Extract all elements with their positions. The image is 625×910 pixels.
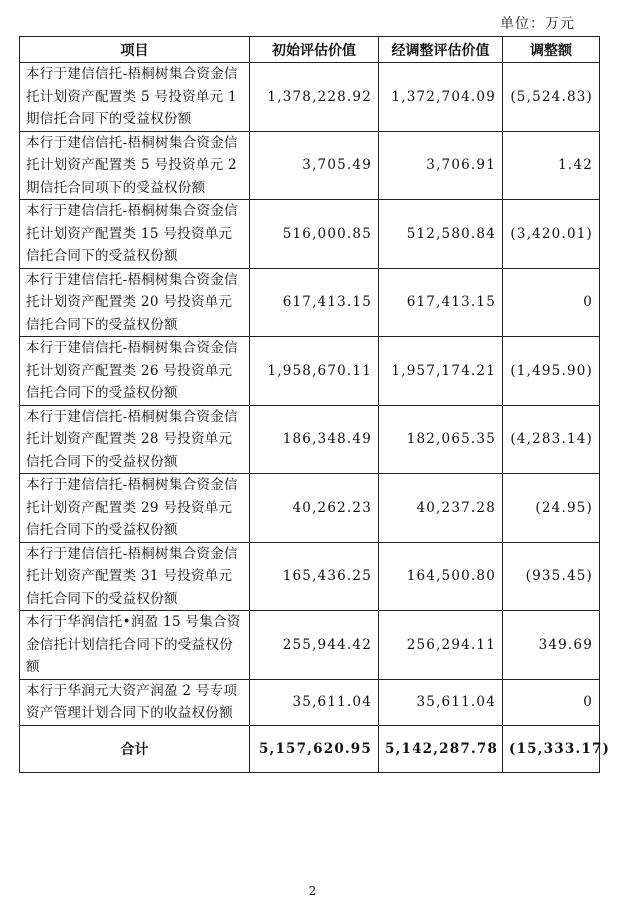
row-item: 本行于建信信托-梧桐树集合资金信托计划资产配置类 29 号投资单元信托合同下的受益权份额 (20, 474, 250, 543)
row-adjustment: 1.42 (503, 131, 600, 200)
row-item: 本行于建信信托-梧桐树集合资金信托计划资产配置类 26 号投资单元信托合同下的受益权份额 (20, 337, 250, 406)
row-adjusted-value: 40,237.28 (379, 474, 503, 543)
header-item: 项目 (20, 37, 250, 63)
row-adjustment: (24.95) (503, 474, 600, 543)
header-initial-value: 初始评估价值 (250, 37, 379, 63)
row-adjustment: (1,495.90) (503, 337, 600, 406)
valuation-table (19, 36, 611, 773)
row-adjusted-value: 164,500.80 (379, 542, 503, 611)
row-item: 本行于建信信托-梧桐树集合资金信托计划资产配置类 28 号投资单元信托合同下的受益权份额 (20, 405, 250, 474)
row-item: 本行于建信信托-梧桐树集合资金信托计划资产配置类 5 号投资单元 2 期信托合同项下的受益权份额 (20, 131, 250, 200)
total-initial-value: 5,157,620.95 (250, 725, 379, 772)
row-item: 本行于建信信托-梧桐树集合资金信托计划资产配置类 15 号投资单元信托合同下的受益权份额 (20, 200, 250, 269)
row-initial-value: 255,944.42 (250, 611, 379, 680)
table-row (20, 474, 600, 543)
table-row (20, 542, 600, 611)
table-row (20, 268, 600, 337)
table-row (20, 200, 600, 269)
total-adjusted-value: 5,142,287.78 (379, 725, 503, 772)
table-row (20, 405, 600, 474)
row-initial-value: 1,958,670.11 (250, 337, 379, 406)
total-label: 合计 (20, 725, 250, 772)
total-row (20, 725, 600, 772)
row-initial-value: 186,348.49 (250, 405, 379, 474)
row-item: 本行于建信信托-梧桐树集合资金信托计划资产配置类 31 号投资单元信托合同下的受益权份额 (20, 542, 250, 611)
row-adjustment: (5,524.83) (503, 63, 600, 132)
row-adjustment: (4,283.14) (503, 405, 600, 474)
row-initial-value: 35,611.04 (250, 679, 379, 725)
row-item: 本行于华润元大资产润盈 2 号专项资产管理计划合同下的收益权份额 (20, 679, 250, 725)
row-adjustment: 349.69 (503, 611, 600, 680)
row-adjustment: 0 (503, 679, 600, 725)
row-item: 本行于建信信托-梧桐树集合资金信托计划资产配置类 20 号投资单元信托合同下的受益权份额 (20, 268, 250, 337)
row-initial-value: 516,000.85 (250, 200, 379, 269)
row-adjusted-value: 512,580.84 (379, 200, 503, 269)
unit-label: 单位：万元 (500, 16, 575, 32)
table-row (20, 337, 600, 406)
table-row (20, 611, 600, 680)
row-item: 本行于建信信托-梧桐树集合资金信托计划资产配置类 5 号投资单元 1 期信托合同下的受益权份额 (20, 63, 250, 132)
row-adjusted-value: 1,957,174.21 (379, 337, 503, 406)
row-adjustment: (935.45) (503, 542, 600, 611)
row-adjustment: (3,420.01) (503, 200, 600, 269)
header-adjustment: 调整额 (503, 37, 600, 63)
page-number: 2 (308, 884, 317, 898)
row-adjusted-value: 617,413.15 (379, 268, 503, 337)
table-header-row (20, 37, 600, 63)
total-adjustment: (15,333.17) (503, 725, 600, 772)
row-adjusted-value: 182,065.35 (379, 405, 503, 474)
table-row (20, 679, 600, 725)
row-adjustment: 0 (503, 268, 600, 337)
row-adjusted-value: 3,706.91 (379, 131, 503, 200)
row-initial-value: 40,262.23 (250, 474, 379, 543)
header-adjusted-value: 经调整评估价值 (379, 37, 503, 63)
table-row (20, 131, 600, 200)
row-initial-value: 617,413.15 (250, 268, 379, 337)
row-initial-value: 1,378,228.92 (250, 63, 379, 132)
row-adjusted-value: 1,372,704.09 (379, 63, 503, 132)
row-adjusted-value: 35,611.04 (379, 679, 503, 725)
row-initial-value: 165,436.25 (250, 542, 379, 611)
table-row (20, 63, 600, 132)
row-item: 本行于华润信托•润盈 15 号集合资金信托计划信托合同下的受益权份额 (20, 611, 250, 680)
row-initial-value: 3,705.49 (250, 131, 379, 200)
row-adjusted-value: 256,294.11 (379, 611, 503, 680)
